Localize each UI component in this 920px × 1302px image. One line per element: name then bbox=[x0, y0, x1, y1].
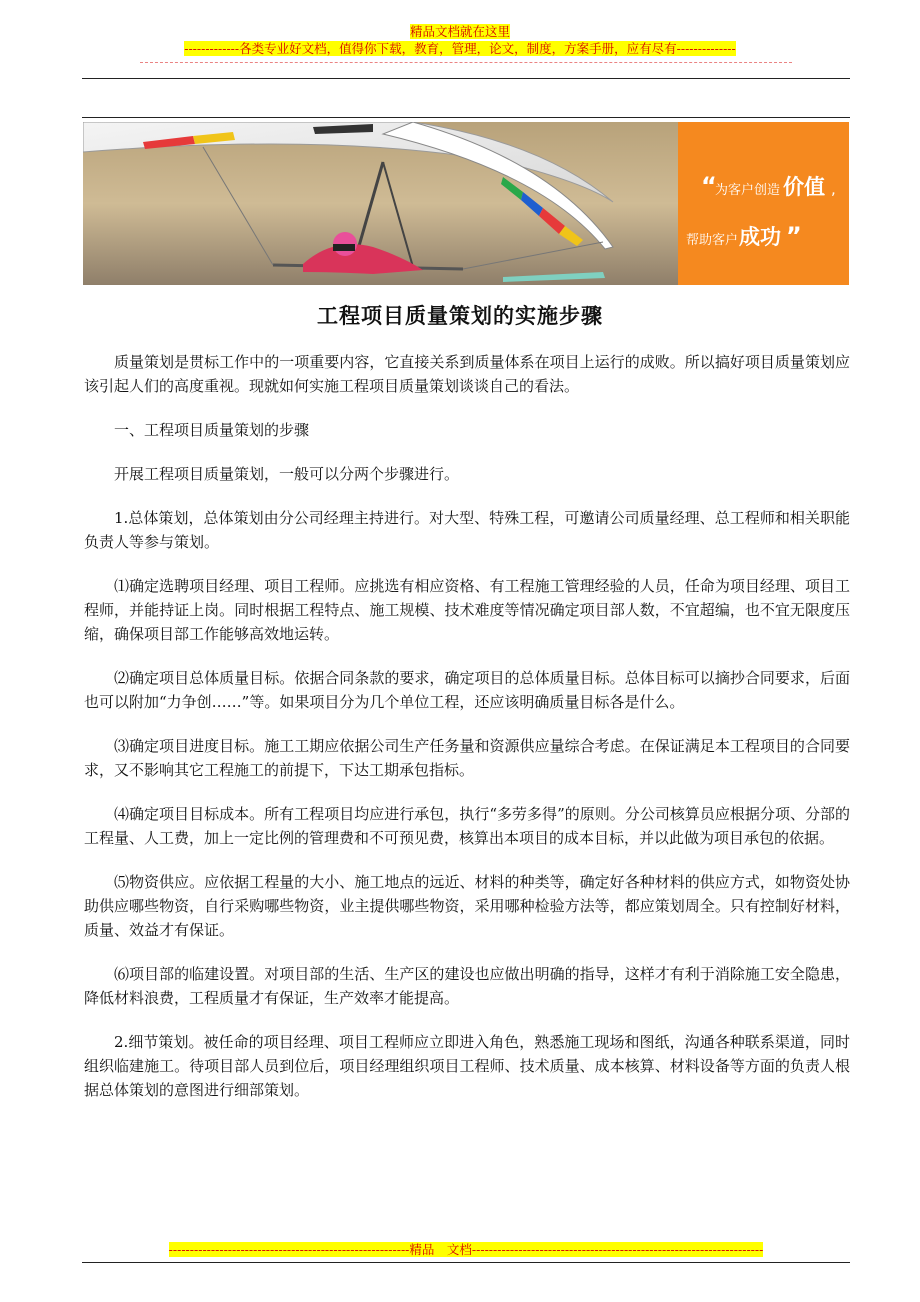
document-body bbox=[84, 350, 850, 1122]
hang-glider-banner bbox=[83, 122, 849, 285]
footer-rule bbox=[82, 1262, 850, 1263]
paragraph-item-1: ⑴确定选聘项目经理、项目工程师。应挑选有相应资格、有工程施工管理经验的人员，任命为项目经理、项目工程师，并能持证上岗。同时根据工程特点、施工规模、技术难度等情况确定项目部人数，不宜超编，也不宜无限度压缩，确保项目部工作能够高效地运转。 bbox=[84, 577, 850, 643]
header-title-text: 精品文档就在这里 bbox=[409, 24, 510, 39]
slogan-line2-big: 成功 bbox=[739, 225, 781, 249]
section-heading-steps: 一、工程项目质量策划的步骤 bbox=[114, 421, 310, 439]
paragraph-item-6: ⑹项目部的临建设置。对项目部的生活、生产区的建设也应做出明确的指导，这样才有利于消除施工安全隐患，降低材料浪费，工程质量才有保证，生产效率才能提高。 bbox=[84, 965, 850, 1007]
paragraph-detail-planning: 2.细节策划。被任命的项目经理、项目工程师应立即进入角色，熟悉施工现场和图纸，沟通各种联系渠道，同时组织临建施工。待项目部人员到位后，项目经理组织项目工程师、技术质量、成本核算、材料设备等方面的负责人根据总体策划的意图进行细部策划。 bbox=[84, 1033, 850, 1099]
banner-top-rule bbox=[82, 117, 850, 118]
slogan-panel bbox=[678, 122, 849, 285]
header-dashed-divider bbox=[140, 62, 792, 73]
header-subtitle-text: -------------各类专业好文档，值得你下载，教育，管理，论文，制度，方案手册，应有尽有-------------- bbox=[184, 41, 736, 56]
svg-text:“: “ bbox=[701, 172, 717, 200]
slogan-line1-small: 为客户创造 bbox=[715, 183, 781, 198]
header-rule bbox=[82, 78, 850, 79]
footer-text: ---------------------------------------------------------精品 文档--------------------------------------------------------------------- bbox=[168, 1242, 764, 1257]
slogan-line2-small: 帮助客户 bbox=[686, 233, 739, 248]
svg-text:”: ” bbox=[786, 222, 802, 250]
svg-text:,: , bbox=[831, 180, 836, 198]
paragraph-item-5: ⑸物资供应。应依据工程量的大小、施工地点的远近、材料的种类等，确定好各种材料的供应方式，如物资处协助供应哪些物资，自行采购哪些物资，业主提供哪些物资，采用哪种检验方法等，都应策划周全。只有控制好材料，质量、效益才有保证。 bbox=[84, 873, 850, 939]
header-subtitle bbox=[0, 41, 920, 57]
footer bbox=[140, 1242, 792, 1258]
paragraph-two-steps: 开展工程项目质量策划，一般可以分两个步骤进行。 bbox=[114, 465, 460, 483]
paragraph-item-2: ⑵确定项目总体质量目标。依据合同条款的要求，确定项目的总体质量目标。总体目标可以摘抄合同要求，后面也可以附加“力争创……”等。如果项目分为几个单位工程，还应该明确质量目标各是什么。 bbox=[84, 669, 850, 711]
paragraph-intro: 质量策划是贯标工作中的一项重要内容，它直接关系到质量体系在项目上运行的成败。所以搞好项目质量策划应该引起人们的高度重视。现就如何实施工程项目质量策划谈谈自己的看法。 bbox=[84, 353, 850, 395]
paragraph-item-4: ⑷确定项目目标成本。所有工程项目均应进行承包，执行“多劳多得”的原则。分公司核算员应根据分项、分部的工程量、人工费，加上一定比例的管理费和不可预见费，核算出本项目的成本目标，并以此做为项目承包的依据。 bbox=[84, 805, 850, 847]
paragraph-item-3: ⑶确定项目进度目标。施工工期应依据公司生产任务量和资源供应量综合考虑。在保证满足本工程项目的合同要求，又不影响其它工程施工的前提下，下达工期承包指标。 bbox=[84, 737, 850, 779]
header-title bbox=[0, 24, 920, 40]
document-title: 工程项目质量策划的实施步骤 bbox=[317, 304, 603, 328]
slogan-line1-big: 价值 bbox=[783, 175, 825, 199]
paragraph-overall-planning: 1.总体策划，总体策划由分公司经理主持进行。对大型、特殊工程，可邀请公司质量经理、总工程师和相关职能负责人等参与策划。 bbox=[84, 509, 850, 551]
